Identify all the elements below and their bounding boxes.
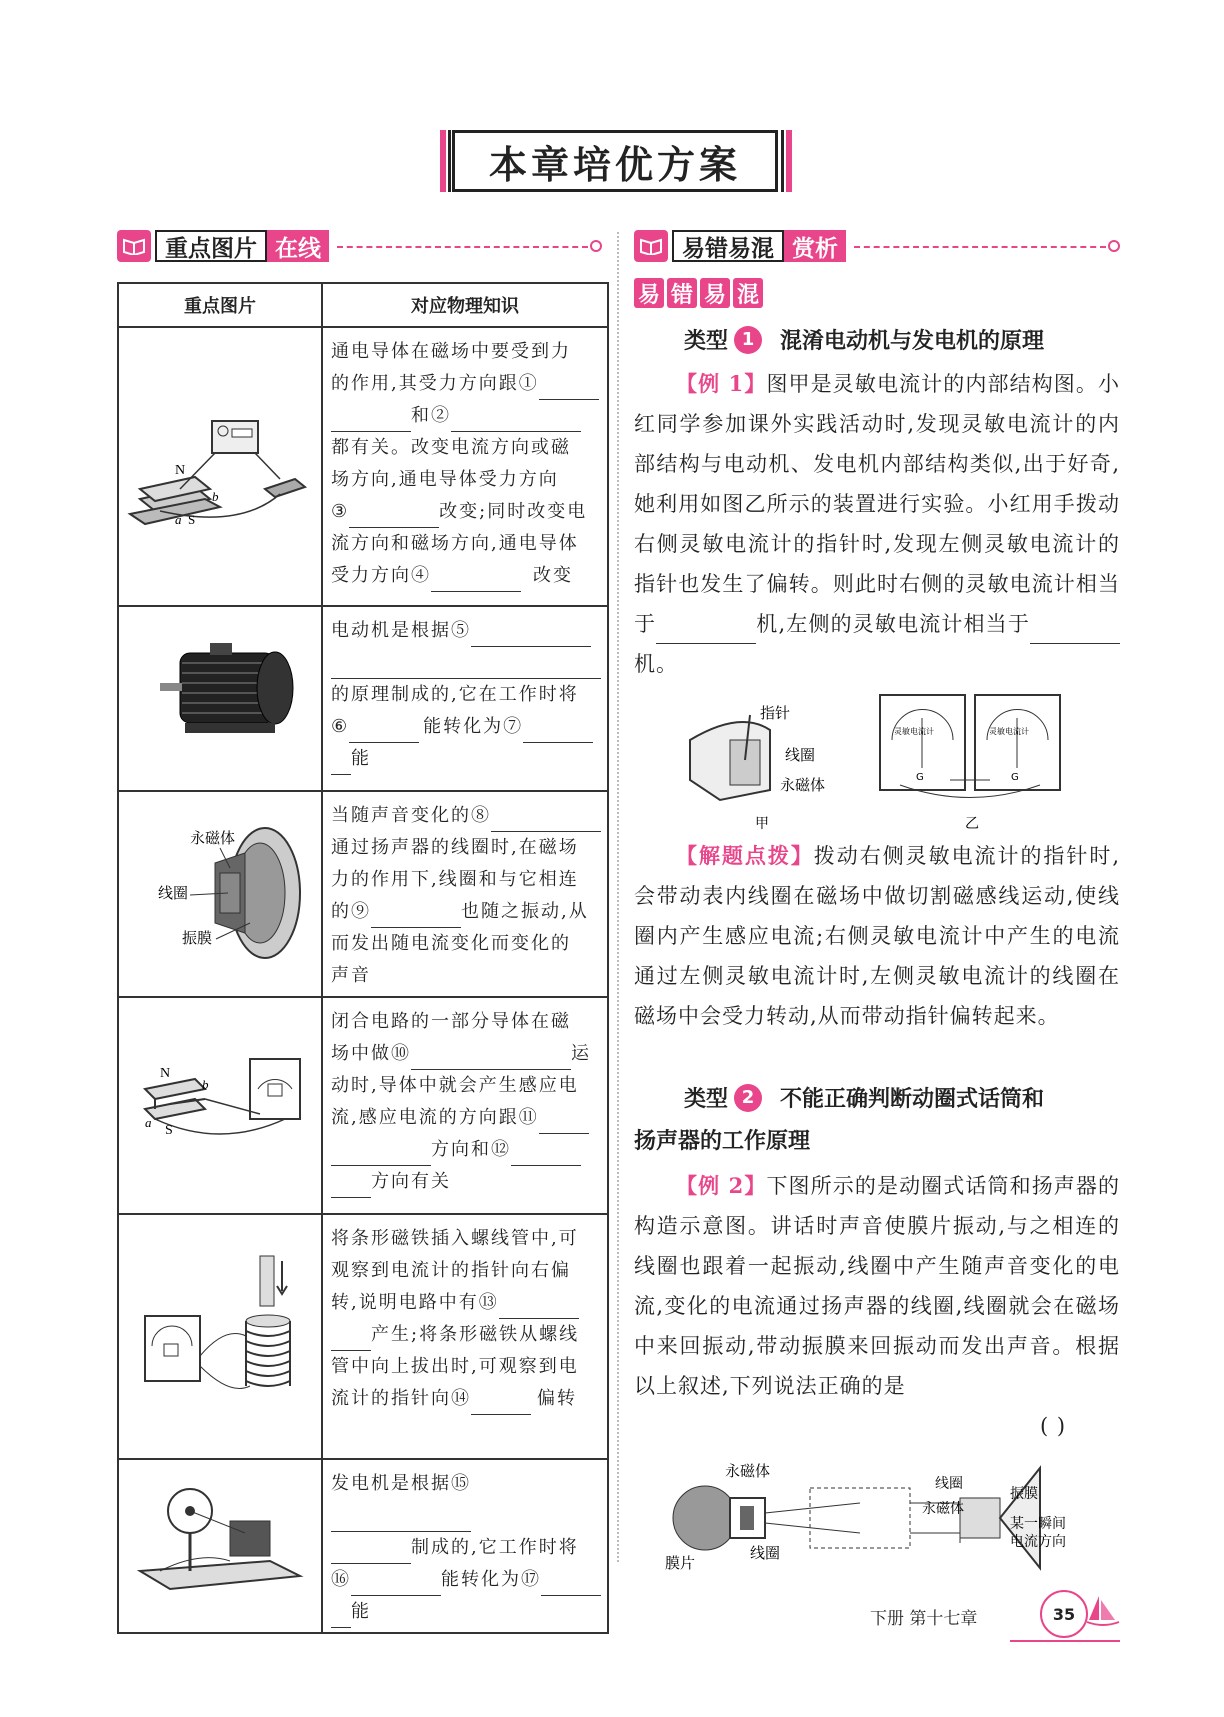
- label-pointer: 指针: [760, 704, 791, 722]
- answer-paren: ( ): [1040, 1414, 1067, 1438]
- label-coil-speaker: 线圈: [935, 1476, 963, 1492]
- label-coil: 线圈: [750, 1544, 781, 1562]
- label-a: a: [145, 1115, 152, 1130]
- table-row: [118, 791, 608, 997]
- figure-force-on-conductor: [118, 327, 322, 606]
- right-section-title-highlight: 赏析: [784, 230, 846, 262]
- label-figure-b: 乙: [965, 816, 979, 830]
- svg-text:灵敏电流计: 灵敏电流计: [989, 727, 1029, 736]
- title-bar-right-dark: [781, 130, 784, 192]
- label-diaphragm: 振膜: [1010, 1486, 1038, 1502]
- type1-heading: 类型 1 混淆电动机与发电机的原理: [684, 324, 1044, 355]
- dashed-divider: [854, 246, 1106, 248]
- table-row: [118, 606, 608, 791]
- knowledge-table: [117, 282, 609, 1634]
- book-icon: [117, 230, 151, 262]
- sailboat-icon: [1085, 1592, 1121, 1632]
- figure-electric-motor: [118, 606, 322, 791]
- left-section-header: [117, 226, 602, 266]
- figure-electromagnetic-induction: [118, 997, 322, 1214]
- label-s: S: [188, 512, 196, 527]
- figure-generator-model: [118, 1459, 322, 1633]
- label-permanent-magnet: 永磁体: [725, 1462, 771, 1480]
- type1-badge: 1: [734, 326, 762, 354]
- svg-text:G: G: [916, 772, 924, 783]
- type2-badge: 2: [734, 1084, 762, 1112]
- left-section-title: 重点图片: [155, 230, 267, 262]
- right-section-title: 易错易混: [672, 230, 784, 262]
- column-divider: [617, 232, 619, 1562]
- divider-end-dot: [590, 240, 602, 252]
- table-row: [118, 1459, 608, 1633]
- label-b: b: [212, 489, 219, 504]
- table-header-knowledge: 对应物理知识: [322, 283, 608, 327]
- label-permanent-magnet: 永磁体: [190, 829, 236, 847]
- figure-magnet-solenoid: [118, 1214, 322, 1459]
- page-title: 本章培优方案: [452, 130, 778, 192]
- title-bar-left: [440, 130, 446, 192]
- example2-text: 【例 2】下图所示的是动圈式话筒和扬声器的构造示意图。讲话时声音使膜片振动,与之相连的线圈也跟着一起振动,线圈中产生随声音变化的电流,变化的电流通过扬声器的线圈,线圈就会在磁场中来回振动,带动振膜来回振动而发出声音。根据以上叙述,下列说法正确的是: [634, 1173, 1120, 1398]
- knowledge-text: 发电机是根据⑮ 制成的,它工作时将 ⑯ 能转化为⑰ 能: [322, 1459, 608, 1633]
- left-section-title-highlight: 在线: [267, 230, 329, 262]
- label-instant: 某一瞬间: [1010, 1516, 1066, 1532]
- label-n: N: [160, 1066, 171, 1081]
- type2-heading: 类型 2 不能正确判断动圈式话筒和: [684, 1082, 1044, 1113]
- page-number: 35: [1040, 1590, 1088, 1638]
- error-prone-tag: 易 错 易 混: [634, 278, 763, 308]
- label-permanent-magnet-speaker: 永磁体: [922, 1501, 964, 1517]
- figure-galvanometer: [680, 690, 1080, 830]
- hint-text: 【解题点拨】拨动右侧灵敏电流计的指针时,会带动表内线圈在磁场中做切割磁感线运动,使线圈内产生感应电流;右侧灵敏电流计中产生的电流通过左侧灵敏电流计时,左侧灵敏电流计的线圈在磁场中会受力转动,从而带动指针偏转起来。: [634, 843, 1121, 1028]
- label-a: a: [175, 512, 182, 527]
- table-row: [118, 997, 608, 1214]
- dashed-divider: [337, 246, 588, 248]
- table-row: [118, 327, 608, 606]
- svg-text:G: G: [1011, 772, 1019, 783]
- title-bar-left-dark: [448, 130, 451, 192]
- label-b: b: [202, 1077, 209, 1092]
- figure-loudspeaker: [118, 791, 322, 997]
- label-s: S: [165, 1123, 173, 1138]
- label-diaphragm: 振膜: [182, 929, 213, 947]
- footer-text: 下册 第十七章: [870, 1609, 978, 1629]
- table-header-image: 重点图片: [118, 283, 322, 327]
- example1-text: 【例 1】图甲是灵敏电流计的内部结构图。小红同学参加课外实践活动时,发现灵敏电流计的内部结构与电动机、发电机内部结构类似,出于好奇,她利用如图乙所示的装置进行实验。小红用手拨动右侧灵敏电流计的指针时,发现左侧灵敏电流计的指针也发生了偏转。则此时右侧的灵敏电流计相当于 机,左侧的灵敏电流计相当于机。: [634, 371, 1120, 676]
- table-row: [118, 1214, 608, 1459]
- label-n: N: [175, 463, 186, 478]
- label-current-direction: 电流方向: [1010, 1534, 1066, 1550]
- type2-heading-line2: 扬声器的工作原理: [634, 1129, 811, 1154]
- knowledge-text: 当随声音变化的⑧ 通过扬声器的线圈时,在磁场 力的作用下,线圈和与它相连 的⑨ 也随之振动,从 而发出随电流变化而变化的 声音: [322, 791, 608, 997]
- label-coil: 线圈: [785, 746, 816, 764]
- book-icon: [634, 230, 668, 262]
- label-coil: 线圈: [158, 884, 189, 902]
- knowledge-text: 通电导体在磁场中要受到力 的作用,其受力方向跟① 和② 都有关。改变电流方向或磁 场方向,通电导体受力方向 ③ 改变;同时改变电 流方向和磁场方向,通电导体 受力方向④ 改变: [322, 327, 608, 606]
- title-bar-right: [786, 130, 792, 192]
- label-permanent-magnet: 永磁体: [780, 776, 826, 794]
- label-membrane: 膜片: [665, 1554, 696, 1572]
- figure-microphone-speaker: [660, 1458, 1100, 1578]
- right-section-header: [634, 226, 1120, 266]
- label-figure-a: 甲: [755, 816, 769, 830]
- divider-end-dot: [1108, 240, 1120, 252]
- knowledge-text: 电动机是根据⑤ 的原理制成的,它在工作时将 ⑥ 能转化为⑦ 能: [322, 606, 608, 791]
- svg-text:灵敏电流计: 灵敏电流计: [894, 727, 934, 736]
- knowledge-text: 将条形磁铁插入螺线管中,可 观察到电流计的指针向右偏 转,说明电路中有⑬ 产生;将条形磁铁从螺线 管中向上拔出时,可观察到电 流计的指针向⑭ 偏转: [322, 1214, 608, 1459]
- footer-wave: [1010, 1640, 1120, 1648]
- knowledge-text: 闭合电路的一部分导体在磁 场中做⑩ 运 动时,导体中就会产生感应电 流,感应电流的方向跟⑪ 方向和⑫ 方向有关: [322, 997, 608, 1214]
